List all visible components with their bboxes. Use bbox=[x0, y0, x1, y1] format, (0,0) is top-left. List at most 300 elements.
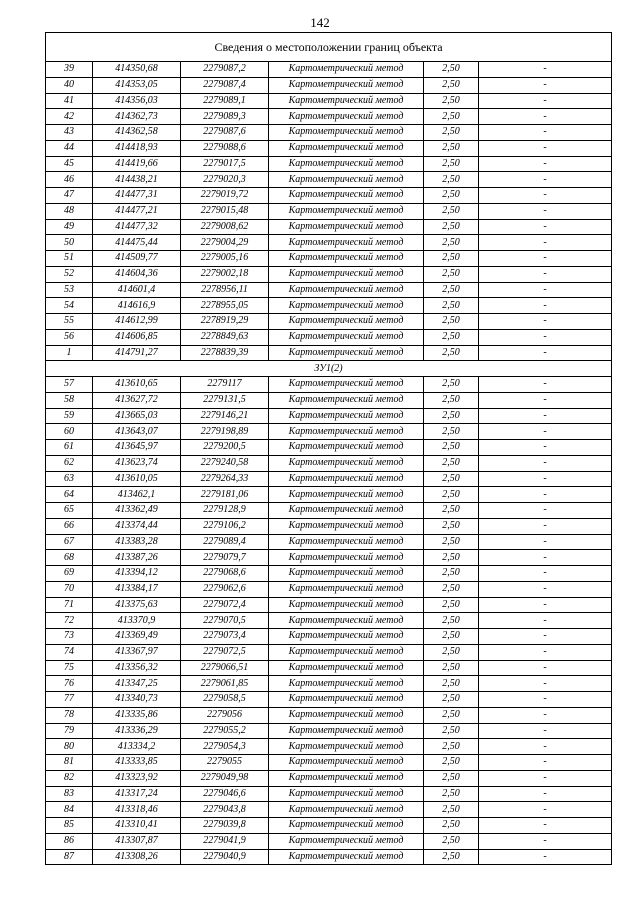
method-cell: Картометрический метод bbox=[269, 613, 424, 629]
x-coordinate-cell: 414350,68 bbox=[93, 62, 181, 78]
method-cell: Картометрический метод bbox=[269, 62, 424, 78]
x-coordinate-cell: 414601,4 bbox=[93, 282, 181, 298]
table-row bbox=[46, 251, 612, 267]
description-cell: - bbox=[479, 455, 612, 471]
x-coordinate-cell: 413308,26 bbox=[93, 849, 181, 865]
y-coordinate-cell: 2279131,5 bbox=[181, 392, 269, 408]
table-row bbox=[46, 188, 612, 204]
point-number-cell: 48 bbox=[46, 203, 93, 219]
table-row bbox=[46, 266, 612, 282]
description-cell: - bbox=[479, 518, 612, 534]
description-cell: - bbox=[479, 377, 612, 393]
accuracy-cell: 2,50 bbox=[424, 692, 479, 708]
description-cell: - bbox=[479, 219, 612, 235]
accuracy-cell: 2,50 bbox=[424, 440, 479, 456]
y-coordinate-cell: 2278849,63 bbox=[181, 329, 269, 345]
accuracy-cell: 2,50 bbox=[424, 408, 479, 424]
y-coordinate-cell: 2279043,8 bbox=[181, 802, 269, 818]
y-coordinate-cell: 2279019,72 bbox=[181, 188, 269, 204]
table-row bbox=[46, 518, 612, 534]
table-row bbox=[46, 629, 612, 645]
x-coordinate-cell: 414791,27 bbox=[93, 345, 181, 361]
y-coordinate-cell: 2279264,33 bbox=[181, 471, 269, 487]
x-coordinate-cell: 413334,2 bbox=[93, 739, 181, 755]
table-row bbox=[46, 644, 612, 660]
description-cell: - bbox=[479, 534, 612, 550]
description-cell: - bbox=[479, 723, 612, 739]
point-number-cell: 65 bbox=[46, 503, 93, 519]
method-cell: Картометрический метод bbox=[269, 251, 424, 267]
x-coordinate-cell: 414353,05 bbox=[93, 77, 181, 93]
point-number-cell: 59 bbox=[46, 408, 93, 424]
description-cell: - bbox=[479, 314, 612, 330]
x-coordinate-cell: 414362,58 bbox=[93, 125, 181, 141]
accuracy-cell: 2,50 bbox=[424, 487, 479, 503]
y-coordinate-cell: 2279046,6 bbox=[181, 786, 269, 802]
method-cell: Картометрический метод bbox=[269, 786, 424, 802]
description-cell: - bbox=[479, 770, 612, 786]
method-cell: Картометрический метод bbox=[269, 566, 424, 582]
method-cell: Картометрический метод bbox=[269, 739, 424, 755]
method-cell: Картометрический метод bbox=[269, 455, 424, 471]
accuracy-cell: 2,50 bbox=[424, 251, 479, 267]
y-coordinate-cell: 2278839,39 bbox=[181, 345, 269, 361]
point-number-cell: 39 bbox=[46, 62, 93, 78]
description-cell: - bbox=[479, 849, 612, 865]
table-row bbox=[46, 707, 612, 723]
accuracy-cell: 2,50 bbox=[424, 566, 479, 582]
point-number-cell: 43 bbox=[46, 125, 93, 141]
accuracy-cell: 2,50 bbox=[424, 597, 479, 613]
description-cell: - bbox=[479, 424, 612, 440]
y-coordinate-cell: 2279055,2 bbox=[181, 723, 269, 739]
table-row bbox=[46, 392, 612, 408]
table-row bbox=[46, 833, 612, 849]
accuracy-cell: 2,50 bbox=[424, 424, 479, 440]
accuracy-cell: 2,50 bbox=[424, 755, 479, 771]
x-coordinate-cell: 413375,63 bbox=[93, 597, 181, 613]
description-cell: - bbox=[479, 644, 612, 660]
table-row bbox=[46, 597, 612, 613]
description-cell: - bbox=[479, 581, 612, 597]
point-number-cell: 74 bbox=[46, 644, 93, 660]
table-row bbox=[46, 676, 612, 692]
table-row bbox=[46, 487, 612, 503]
x-coordinate-cell: 413367,97 bbox=[93, 644, 181, 660]
x-coordinate-cell: 413645,97 bbox=[93, 440, 181, 456]
point-number-cell: 66 bbox=[46, 518, 93, 534]
point-number-cell: 55 bbox=[46, 314, 93, 330]
accuracy-cell: 2,50 bbox=[424, 77, 479, 93]
method-cell: Картометрический метод bbox=[269, 282, 424, 298]
description-cell: - bbox=[479, 833, 612, 849]
accuracy-cell: 2,50 bbox=[424, 172, 479, 188]
y-coordinate-cell: 2279200,5 bbox=[181, 440, 269, 456]
point-number-cell: 64 bbox=[46, 487, 93, 503]
x-coordinate-cell: 414418,93 bbox=[93, 140, 181, 156]
method-cell: Картометрический метод bbox=[269, 518, 424, 534]
method-cell: Картометрический метод bbox=[269, 440, 424, 456]
table-row bbox=[46, 440, 612, 456]
point-number-cell: 80 bbox=[46, 739, 93, 755]
x-coordinate-cell: 414477,31 bbox=[93, 188, 181, 204]
table-row bbox=[46, 471, 612, 487]
description-cell: - bbox=[479, 613, 612, 629]
accuracy-cell: 2,50 bbox=[424, 818, 479, 834]
method-cell: Картометрический метод bbox=[269, 833, 424, 849]
y-coordinate-cell: 2279017,5 bbox=[181, 156, 269, 172]
accuracy-cell: 2,50 bbox=[424, 849, 479, 865]
table-row bbox=[46, 786, 612, 802]
accuracy-cell: 2,50 bbox=[424, 518, 479, 534]
x-coordinate-cell: 413333,85 bbox=[93, 755, 181, 771]
table-row bbox=[46, 581, 612, 597]
accuracy-cell: 2,50 bbox=[424, 329, 479, 345]
table-row bbox=[46, 77, 612, 93]
x-coordinate-cell: 413307,87 bbox=[93, 833, 181, 849]
method-cell: Картометрический метод bbox=[269, 219, 424, 235]
y-coordinate-cell: 2278919,29 bbox=[181, 314, 269, 330]
y-coordinate-cell: 2279056 bbox=[181, 707, 269, 723]
x-coordinate-cell: 413318,46 bbox=[93, 802, 181, 818]
point-number-cell: 60 bbox=[46, 424, 93, 440]
description-cell: - bbox=[479, 597, 612, 613]
point-number-cell: 87 bbox=[46, 849, 93, 865]
table-row bbox=[46, 739, 612, 755]
table-row bbox=[46, 408, 612, 424]
x-coordinate-cell: 413340,73 bbox=[93, 692, 181, 708]
x-coordinate-cell: 413384,17 bbox=[93, 581, 181, 597]
description-cell: - bbox=[479, 266, 612, 282]
x-coordinate-cell: 414477,21 bbox=[93, 203, 181, 219]
method-cell: Картометрический метод bbox=[269, 140, 424, 156]
method-cell: Картометрический метод bbox=[269, 534, 424, 550]
accuracy-cell: 2,50 bbox=[424, 676, 479, 692]
method-cell: Картометрический метод bbox=[269, 172, 424, 188]
point-number-cell: 86 bbox=[46, 833, 93, 849]
description-cell: - bbox=[479, 93, 612, 109]
method-cell: Картометрический метод bbox=[269, 298, 424, 314]
point-number-cell: 75 bbox=[46, 660, 93, 676]
table-row bbox=[46, 219, 612, 235]
method-cell: Картометрический метод bbox=[269, 755, 424, 771]
y-coordinate-cell: 2279070,5 bbox=[181, 613, 269, 629]
description-cell: - bbox=[479, 392, 612, 408]
table-row bbox=[46, 755, 612, 771]
x-coordinate-cell: 413387,26 bbox=[93, 550, 181, 566]
y-coordinate-cell: 2279087,6 bbox=[181, 125, 269, 141]
table-row bbox=[46, 802, 612, 818]
boundary-table bbox=[45, 32, 612, 865]
x-coordinate-cell: 413394,12 bbox=[93, 566, 181, 582]
y-coordinate-cell: 2279039,8 bbox=[181, 818, 269, 834]
accuracy-cell: 2,50 bbox=[424, 109, 479, 125]
accuracy-cell: 2,50 bbox=[424, 298, 479, 314]
y-coordinate-cell: 2279079,7 bbox=[181, 550, 269, 566]
x-coordinate-cell: 413462,1 bbox=[93, 487, 181, 503]
accuracy-cell: 2,50 bbox=[424, 377, 479, 393]
method-cell: Картометрический метод bbox=[269, 125, 424, 141]
accuracy-cell: 2,50 bbox=[424, 503, 479, 519]
table-title: Сведения о местоположении границ объекта bbox=[46, 33, 612, 62]
accuracy-cell: 2,50 bbox=[424, 723, 479, 739]
x-coordinate-cell: 414419,66 bbox=[93, 156, 181, 172]
description-cell: - bbox=[479, 282, 612, 298]
y-coordinate-cell: 2279198,89 bbox=[181, 424, 269, 440]
accuracy-cell: 2,50 bbox=[424, 660, 479, 676]
accuracy-cell: 2,50 bbox=[424, 550, 479, 566]
point-number-cell: 47 bbox=[46, 188, 93, 204]
accuracy-cell: 2,50 bbox=[424, 613, 479, 629]
x-coordinate-cell: 413323,92 bbox=[93, 770, 181, 786]
accuracy-cell: 2,50 bbox=[424, 125, 479, 141]
description-cell: - bbox=[479, 188, 612, 204]
method-cell: Картометрический метод bbox=[269, 802, 424, 818]
method-cell: Картометрический метод bbox=[269, 345, 424, 361]
table-row bbox=[46, 140, 612, 156]
table-row bbox=[46, 566, 612, 582]
table-row bbox=[46, 125, 612, 141]
point-number-cell: 58 bbox=[46, 392, 93, 408]
description-cell: - bbox=[479, 739, 612, 755]
description-cell: - bbox=[479, 692, 612, 708]
description-cell: - bbox=[479, 802, 612, 818]
method-cell: Картометрический метод bbox=[269, 770, 424, 786]
y-coordinate-cell: 2279040,9 bbox=[181, 849, 269, 865]
point-number-cell: 45 bbox=[46, 156, 93, 172]
x-coordinate-cell: 413610,05 bbox=[93, 471, 181, 487]
y-coordinate-cell: 2278956,11 bbox=[181, 282, 269, 298]
accuracy-cell: 2,50 bbox=[424, 770, 479, 786]
point-number-cell: 63 bbox=[46, 471, 93, 487]
description-cell: - bbox=[479, 629, 612, 645]
description-cell: - bbox=[479, 550, 612, 566]
method-cell: Картометрический метод bbox=[269, 408, 424, 424]
x-coordinate-cell: 413643,07 bbox=[93, 424, 181, 440]
table-row bbox=[46, 345, 612, 361]
y-coordinate-cell: 2279146,21 bbox=[181, 408, 269, 424]
x-coordinate-cell: 413336,29 bbox=[93, 723, 181, 739]
table-row bbox=[46, 550, 612, 566]
table-title-row bbox=[46, 33, 612, 62]
method-cell: Картометрический метод bbox=[269, 109, 424, 125]
y-coordinate-cell: 2279089,4 bbox=[181, 534, 269, 550]
y-coordinate-cell: 2279073,4 bbox=[181, 629, 269, 645]
description-cell: - bbox=[479, 329, 612, 345]
x-coordinate-cell: 413362,49 bbox=[93, 503, 181, 519]
x-coordinate-cell: 414616,9 bbox=[93, 298, 181, 314]
x-coordinate-cell: 413665,03 bbox=[93, 408, 181, 424]
y-coordinate-cell: 2279181,06 bbox=[181, 487, 269, 503]
method-cell: Картометрический метод bbox=[269, 329, 424, 345]
table-row bbox=[46, 692, 612, 708]
table-row bbox=[46, 298, 612, 314]
accuracy-cell: 2,50 bbox=[424, 62, 479, 78]
table-row bbox=[46, 62, 612, 78]
method-cell: Картометрический метод bbox=[269, 424, 424, 440]
description-cell: - bbox=[479, 251, 612, 267]
y-coordinate-cell: 2279088,6 bbox=[181, 140, 269, 156]
y-coordinate-cell: 2279004,29 bbox=[181, 235, 269, 251]
description-cell: - bbox=[479, 818, 612, 834]
point-number-cell: 49 bbox=[46, 219, 93, 235]
table-row bbox=[46, 818, 612, 834]
y-coordinate-cell: 2279049,98 bbox=[181, 770, 269, 786]
x-coordinate-cell: 413370,9 bbox=[93, 613, 181, 629]
x-coordinate-cell: 414356,03 bbox=[93, 93, 181, 109]
x-coordinate-cell: 414604,36 bbox=[93, 266, 181, 282]
y-coordinate-cell: 2279072,5 bbox=[181, 644, 269, 660]
x-coordinate-cell: 413374,44 bbox=[93, 518, 181, 534]
accuracy-cell: 2,50 bbox=[424, 644, 479, 660]
accuracy-cell: 2,50 bbox=[424, 581, 479, 597]
accuracy-cell: 2,50 bbox=[424, 219, 479, 235]
description-cell: - bbox=[479, 77, 612, 93]
point-number-cell: 54 bbox=[46, 298, 93, 314]
method-cell: Картометрический метод bbox=[269, 550, 424, 566]
point-number-cell: 76 bbox=[46, 676, 93, 692]
x-coordinate-cell: 413627,72 bbox=[93, 392, 181, 408]
method-cell: Картометрический метод bbox=[269, 597, 424, 613]
table-row bbox=[46, 314, 612, 330]
table-row bbox=[46, 424, 612, 440]
y-coordinate-cell: 2279068,6 bbox=[181, 566, 269, 582]
table-row bbox=[46, 377, 612, 393]
accuracy-cell: 2,50 bbox=[424, 314, 479, 330]
accuracy-cell: 2,50 bbox=[424, 266, 479, 282]
point-number-cell: 81 bbox=[46, 755, 93, 771]
table-row bbox=[46, 455, 612, 471]
method-cell: Картометрический метод bbox=[269, 692, 424, 708]
table-row bbox=[46, 723, 612, 739]
table-row bbox=[46, 770, 612, 786]
method-cell: Картометрический метод bbox=[269, 203, 424, 219]
table-row bbox=[46, 109, 612, 125]
accuracy-cell: 2,50 bbox=[424, 203, 479, 219]
point-number-cell: 41 bbox=[46, 93, 93, 109]
point-number-cell: 52 bbox=[46, 266, 93, 282]
section-title: ЗУ1(2) bbox=[46, 361, 612, 377]
accuracy-cell: 2,50 bbox=[424, 707, 479, 723]
description-cell: - bbox=[479, 471, 612, 487]
description-cell: - bbox=[479, 140, 612, 156]
method-cell: Картометрический метод bbox=[269, 503, 424, 519]
description-cell: - bbox=[479, 345, 612, 361]
point-number-cell: 68 bbox=[46, 550, 93, 566]
description-cell: - bbox=[479, 755, 612, 771]
method-cell: Картометрический метод bbox=[269, 235, 424, 251]
description-cell: - bbox=[479, 203, 612, 219]
y-coordinate-cell: 2279117 bbox=[181, 377, 269, 393]
table-row bbox=[46, 503, 612, 519]
accuracy-cell: 2,50 bbox=[424, 93, 479, 109]
method-cell: Картометрический метод bbox=[269, 377, 424, 393]
x-coordinate-cell: 414477,32 bbox=[93, 219, 181, 235]
description-cell: - bbox=[479, 62, 612, 78]
method-cell: Картометрический метод bbox=[269, 188, 424, 204]
description-cell: - bbox=[479, 566, 612, 582]
point-number-cell: 78 bbox=[46, 707, 93, 723]
method-cell: Картометрический метод bbox=[269, 487, 424, 503]
x-coordinate-cell: 414475,44 bbox=[93, 235, 181, 251]
x-coordinate-cell: 413335,86 bbox=[93, 707, 181, 723]
table-row bbox=[46, 282, 612, 298]
accuracy-cell: 2,50 bbox=[424, 455, 479, 471]
description-cell: - bbox=[479, 440, 612, 456]
method-cell: Картометрический метод bbox=[269, 849, 424, 865]
accuracy-cell: 2,50 bbox=[424, 345, 479, 361]
point-number-cell: 50 bbox=[46, 235, 93, 251]
description-cell: - bbox=[479, 487, 612, 503]
y-coordinate-cell: 2279072,4 bbox=[181, 597, 269, 613]
description-cell: - bbox=[479, 786, 612, 802]
x-coordinate-cell: 414438,21 bbox=[93, 172, 181, 188]
accuracy-cell: 2,50 bbox=[424, 739, 479, 755]
point-number-cell: 61 bbox=[46, 440, 93, 456]
point-number-cell: 73 bbox=[46, 629, 93, 645]
point-number-cell: 71 bbox=[46, 597, 93, 613]
accuracy-cell: 2,50 bbox=[424, 833, 479, 849]
accuracy-cell: 2,50 bbox=[424, 140, 479, 156]
description-cell: - bbox=[479, 156, 612, 172]
method-cell: Картометрический метод bbox=[269, 676, 424, 692]
description-cell: - bbox=[479, 298, 612, 314]
y-coordinate-cell: 2279066,51 bbox=[181, 660, 269, 676]
point-number-cell: 79 bbox=[46, 723, 93, 739]
table-row bbox=[46, 235, 612, 251]
accuracy-cell: 2,50 bbox=[424, 392, 479, 408]
x-coordinate-cell: 413383,28 bbox=[93, 534, 181, 550]
description-cell: - bbox=[479, 235, 612, 251]
table-row bbox=[46, 660, 612, 676]
y-coordinate-cell: 2279002,18 bbox=[181, 266, 269, 282]
y-coordinate-cell: 2279089,3 bbox=[181, 109, 269, 125]
method-cell: Картометрический метод bbox=[269, 818, 424, 834]
y-coordinate-cell: 2279128,9 bbox=[181, 503, 269, 519]
description-cell: - bbox=[479, 676, 612, 692]
description-cell: - bbox=[479, 172, 612, 188]
description-cell: - bbox=[479, 109, 612, 125]
method-cell: Картометрический метод bbox=[269, 723, 424, 739]
point-number-cell: 85 bbox=[46, 818, 93, 834]
x-coordinate-cell: 413369,49 bbox=[93, 629, 181, 645]
y-coordinate-cell: 2279005,16 bbox=[181, 251, 269, 267]
table-row bbox=[46, 329, 612, 345]
description-cell: - bbox=[479, 707, 612, 723]
method-cell: Картометрический метод bbox=[269, 629, 424, 645]
y-coordinate-cell: 2279062,6 bbox=[181, 581, 269, 597]
accuracy-cell: 2,50 bbox=[424, 629, 479, 645]
description-cell: - bbox=[479, 408, 612, 424]
method-cell: Картометрический метод bbox=[269, 660, 424, 676]
y-coordinate-cell: 2279058,5 bbox=[181, 692, 269, 708]
boundary-table-body bbox=[46, 33, 612, 865]
method-cell: Картометрический метод bbox=[269, 392, 424, 408]
point-number-cell: 57 bbox=[46, 377, 93, 393]
table-row bbox=[46, 534, 612, 550]
table-row bbox=[46, 156, 612, 172]
table-row bbox=[46, 203, 612, 219]
point-number-cell: 72 bbox=[46, 613, 93, 629]
x-coordinate-cell: 414606,85 bbox=[93, 329, 181, 345]
y-coordinate-cell: 2279008,62 bbox=[181, 219, 269, 235]
point-number-cell: 40 bbox=[46, 77, 93, 93]
y-coordinate-cell: 2279020,3 bbox=[181, 172, 269, 188]
table-row bbox=[46, 849, 612, 865]
method-cell: Картометрический метод bbox=[269, 266, 424, 282]
y-coordinate-cell: 2279015,48 bbox=[181, 203, 269, 219]
x-coordinate-cell: 413347,25 bbox=[93, 676, 181, 692]
